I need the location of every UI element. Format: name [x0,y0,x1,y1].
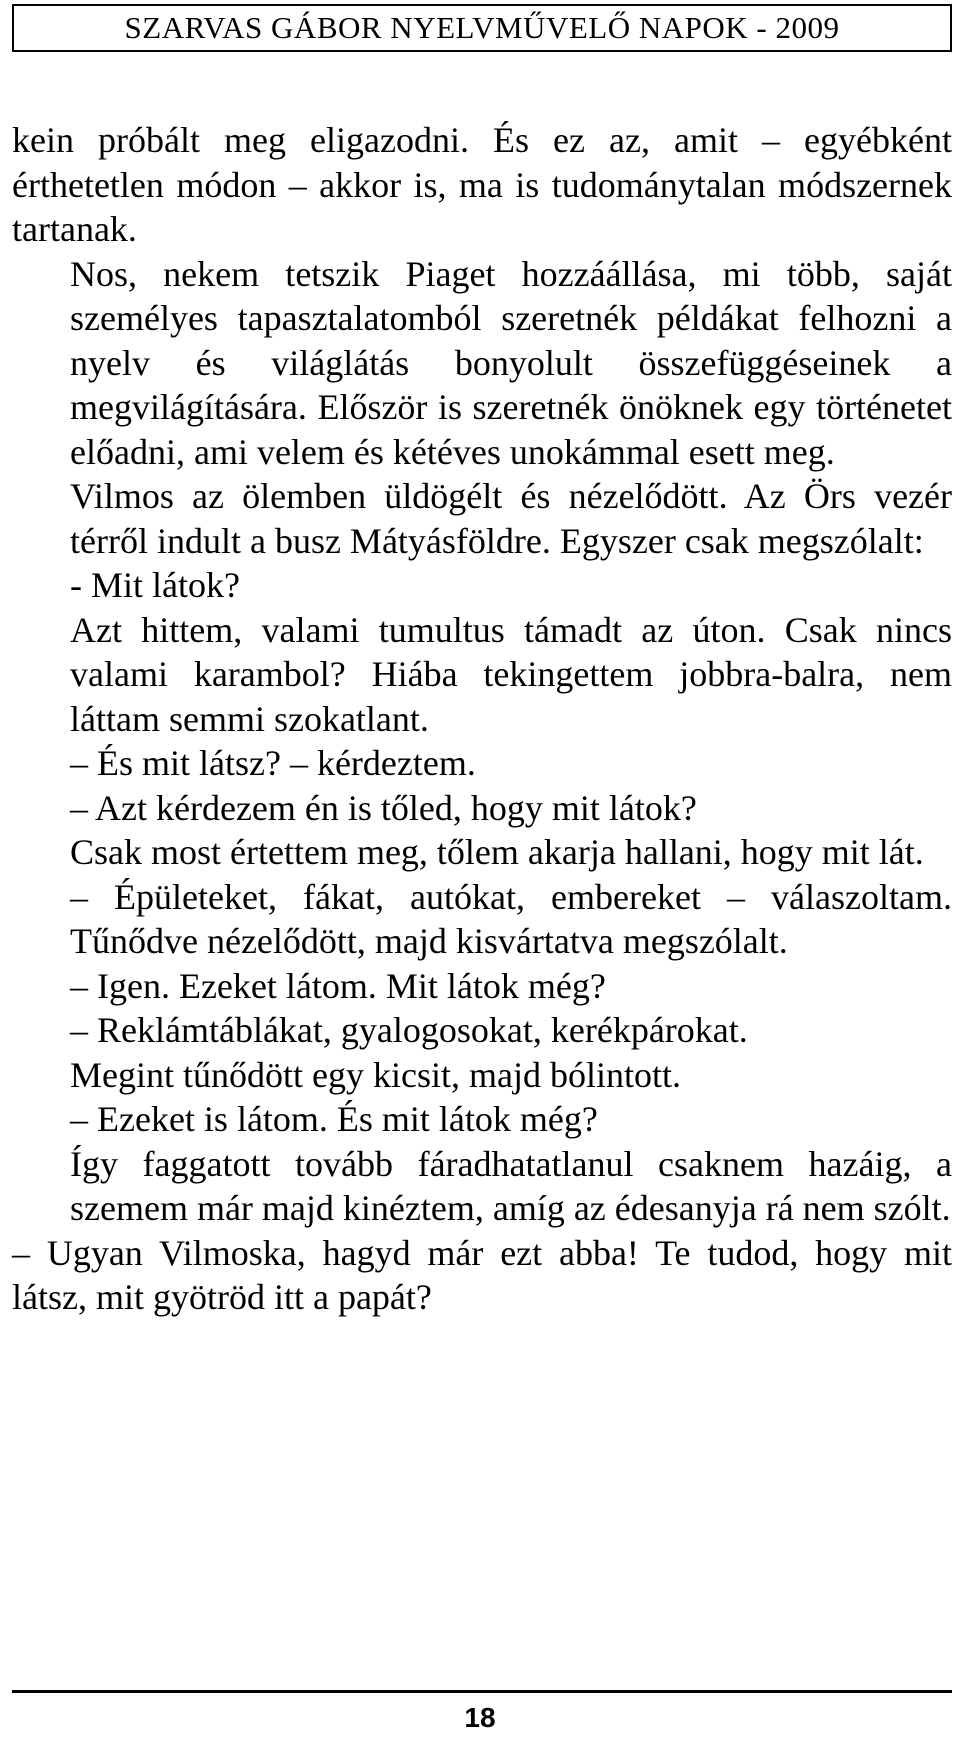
header-title: SZARVAS GÁBOR NYELVMŰVELŐ NAPOK - 2009 [124,10,840,45]
paragraph: – Azt kérdezem én is tőled, hogy mit látok? [70,787,697,828]
paragraph: – Reklámtáblákat, gyalogosokat, kerékpárokat. [70,1010,748,1050]
footer-rule [12,1690,952,1693]
paragraph: – Ezeket is látom. És mit látok még? [70,1099,598,1139]
paragraph: Nos, nekem tetszik Piaget hozzáállása, mi több, saját személyes tapasztalatomból szeretnék példákat felhozni a nyelv és világlátás bonyolult összefüggéseinek a megvilágítására. Először is szeretnék önöknek egy történetet előadni, ami velem és kétéves unokámmal esett meg. [70,253,952,472]
paragraph: Csak most értettem meg, tőlem akarja hallani, hogy mit lát. [70,832,924,872]
paragraph: Megint tűnődött egy kicsit, majd bólintott. [70,1054,681,1095]
paragraph: – Igen. Ezeket látom. Mit látok még? [70,965,606,1006]
page-number: 18 [464,1702,496,1733]
paragraph: Vilmos az ölemben üldögélt és nézelődött. Az Örs vezér térről indult a busz Mátyásföldre. Egyszer csak megszólalt: [70,476,952,561]
paragraph: – És mit látsz? – kérdeztem. [70,743,476,783]
running-header [12,4,952,52]
paragraph: – Épületeket, fákat, autókat, embereket – válaszoltam. Tűnődve nézelődött, majd kisvártatva megszólalt. [70,876,952,961]
paragraph: - Mit látok? [70,565,240,605]
paragraph: Így faggatott tovább fáradhatatlanul csaknem hazáig, a szemem már majd kinéztem, amíg az édesanyja rá nem szólt. [70,1143,952,1228]
body-text [12,118,952,1320]
paragraph: kein próbált meg eligazodni. És ez az, amit – egyébként érthetetlen módon – akkor is, ma is tudománytalan módszernek tartanak. [12,120,952,249]
paragraph: – Ugyan Vilmoska, hagyd már ezt abba! Te tudod, hogy mit látsz, mit gyötröd itt a papát? [12,1232,952,1317]
paragraph: Azt hittem, valami tumultus támadt az úton. Csak nincs valami karambol? Hiába tekingettem jobbra-balra, nem láttam semmi szokatlant. [70,609,952,739]
